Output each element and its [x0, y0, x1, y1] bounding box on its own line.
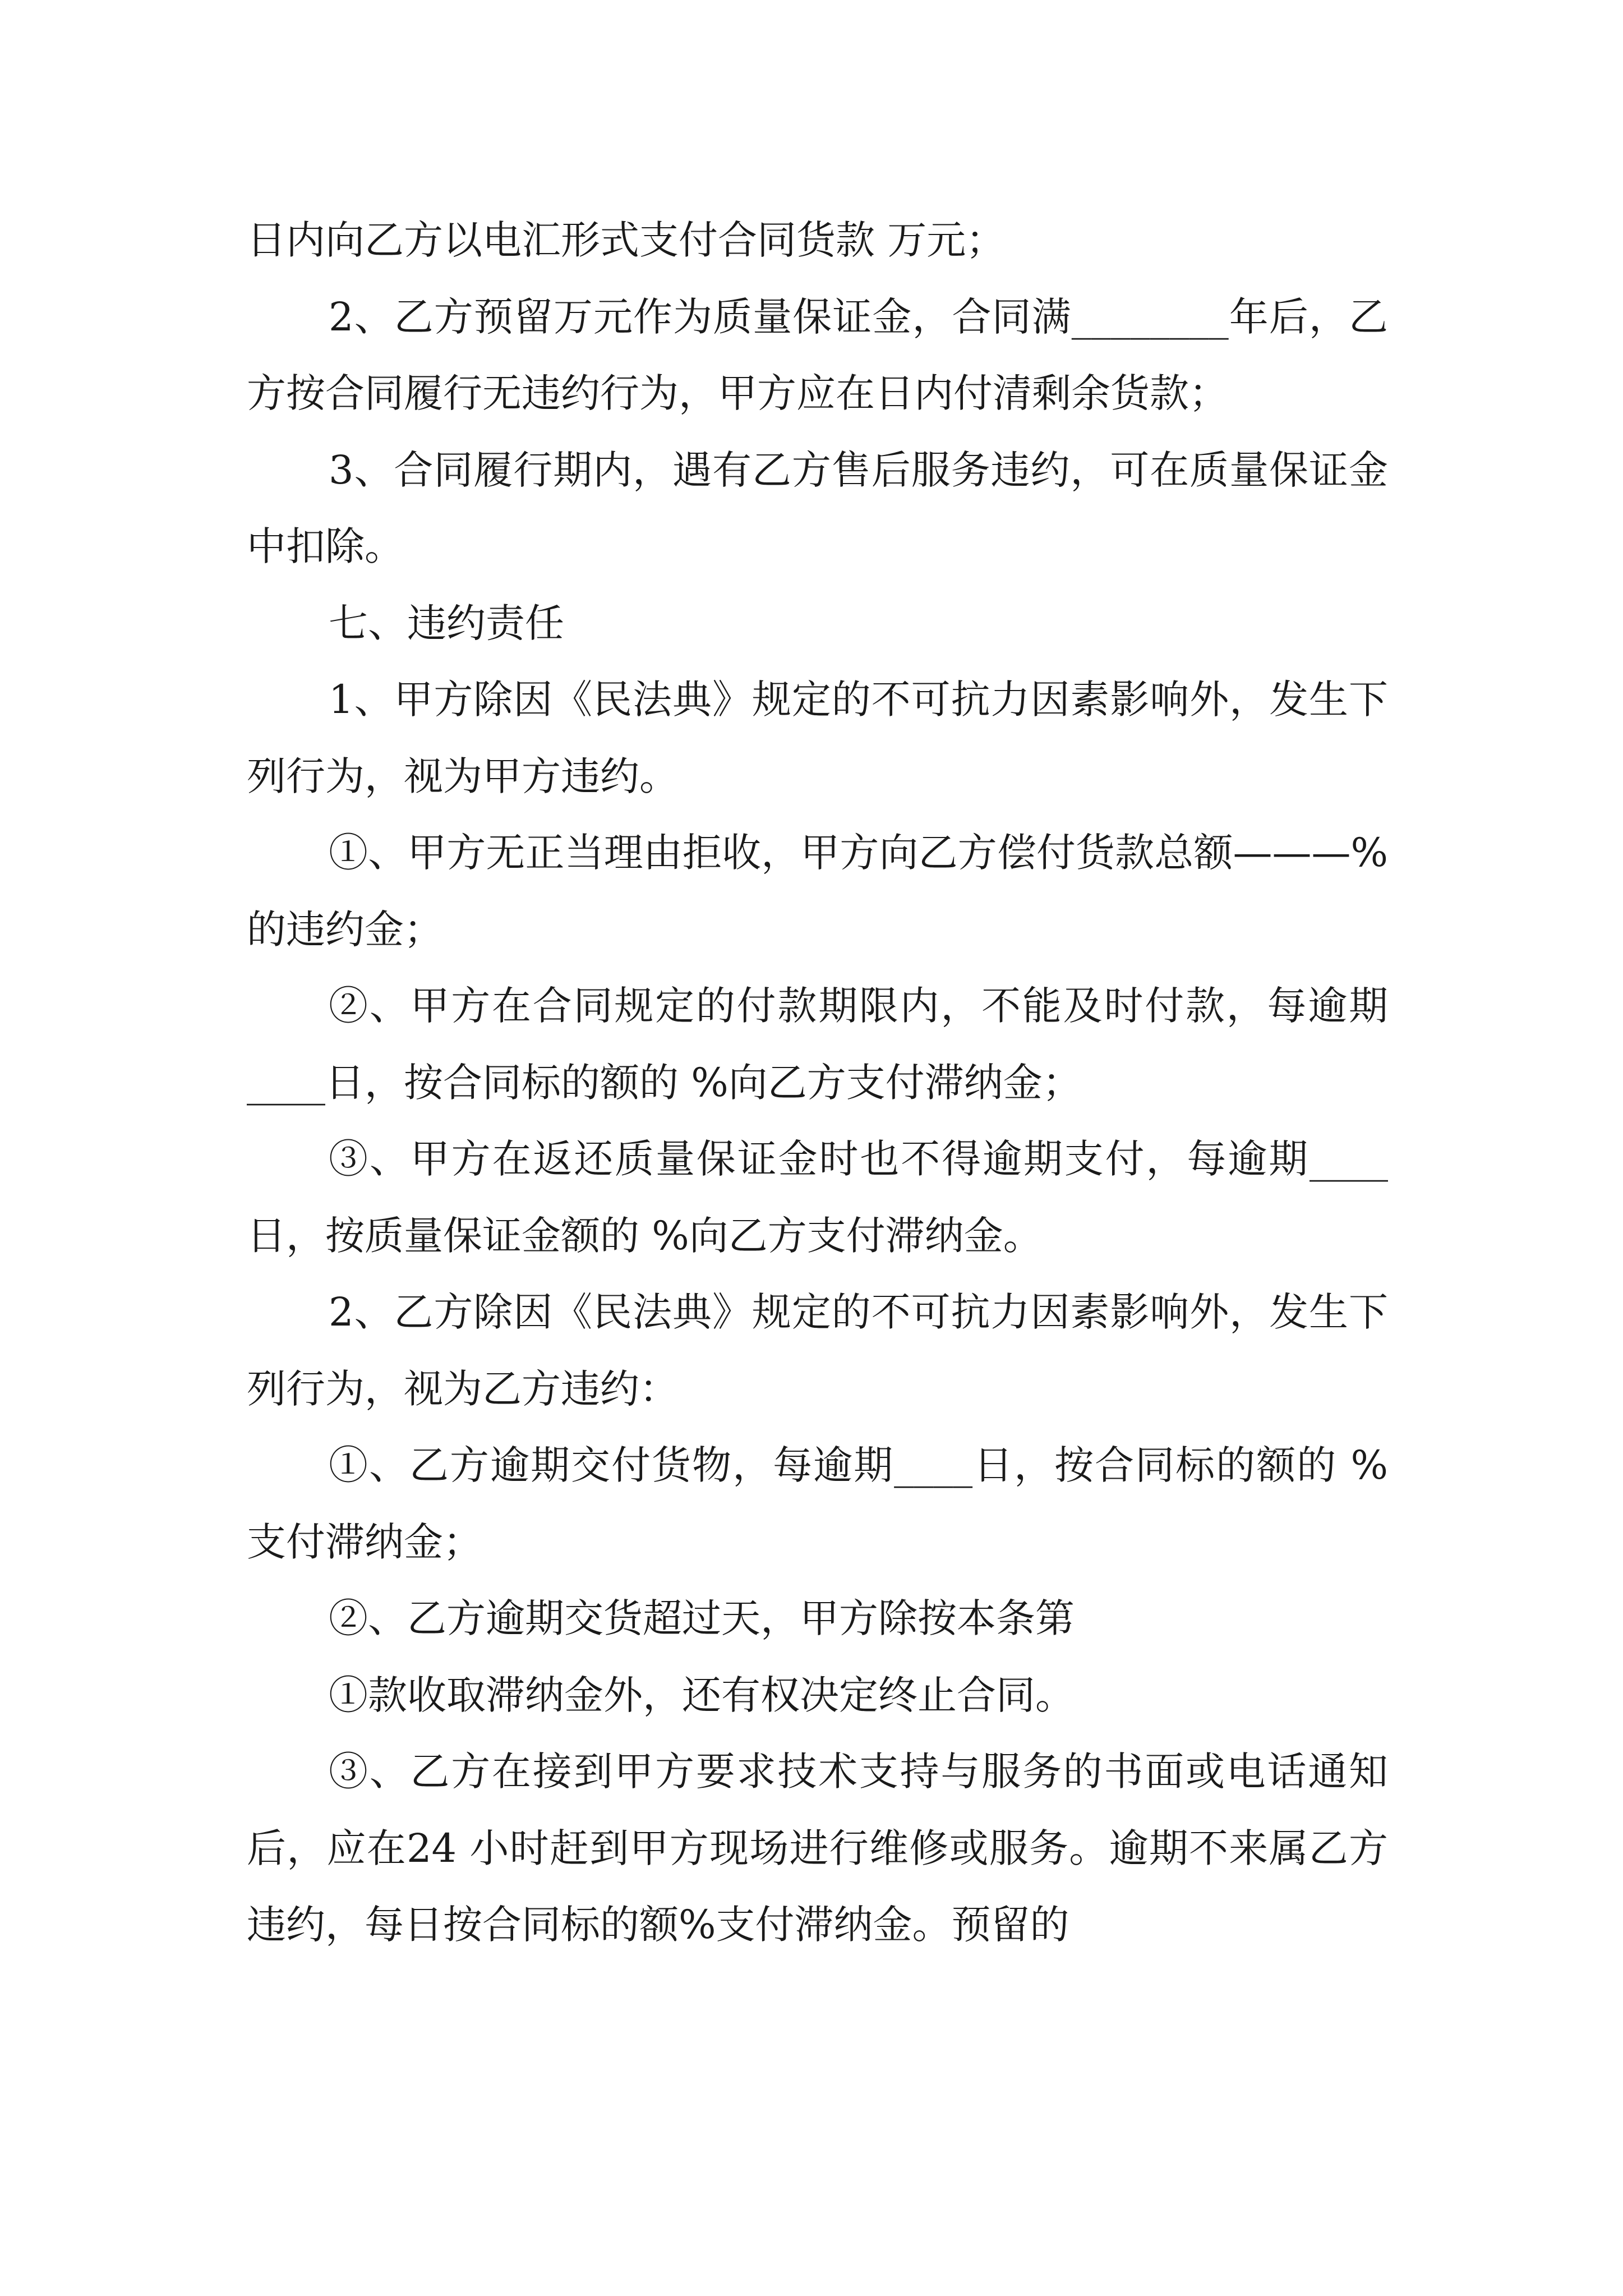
- paragraph-12: ①款收取滞纳金外，还有权决定终止合同。: [329, 1672, 1075, 1718]
- document-body: [247, 202, 1388, 1963]
- paragraph-11: ②、乙方逾期交货超过天，甲方除按本条第: [329, 1595, 1075, 1641]
- paragraph-3: 3、合同履行期内，遇有乙方售后服务违约，可在质量保证金中扣除。: [247, 447, 1388, 569]
- paragraph-13: ③、乙方在接到甲方要求技术支持与服务的书面或电话通知后，应在24 小时赶到甲方现场进行维修或服务。逾期不来属乙方违约，每日按合同标的额%支付滞纳金。预留的: [247, 1749, 1388, 1948]
- paragraph-6: ①、甲方无正当理由拒收，甲方向乙方偿付货款总额———%的违约金；: [247, 830, 1388, 953]
- paragraph-9: 2、乙方除因《民法典》规定的不可抗力因素影响外，发生下列行为，视为乙方违约：: [247, 1289, 1388, 1412]
- paragraph-8: ③、甲方在返还质量保证金时也不得逾期支付，每逾期____日，按质量保证金额的 %向乙方支付滞纳金。: [247, 1136, 1388, 1259]
- paragraph-10: ①、乙方逾期交付货物，每逾期____日，按合同标的额的 %支付滞纳金；: [247, 1442, 1388, 1565]
- paragraph-1: 日内向乙方以电汇形式支付合同货款 万元；: [247, 217, 1006, 263]
- paragraph-5: 1、甲方除因《民法典》规定的不可抗力因素影响外，发生下列行为，视为甲方违约。: [247, 677, 1388, 799]
- paragraph-2: 2、乙方预留万元作为质量保证金，合同满________年后，乙方按合同履行无违约行为，甲方应在日内付清剩余货款；: [247, 293, 1388, 416]
- paragraph-7: ②、甲方在合同规定的付款期限内，不能及时付款，每逾期____日，按合同标的额的 %向乙方支付滞纳金；: [247, 983, 1388, 1106]
- section-heading-breach-liability: 七、违约责任: [329, 600, 564, 646]
